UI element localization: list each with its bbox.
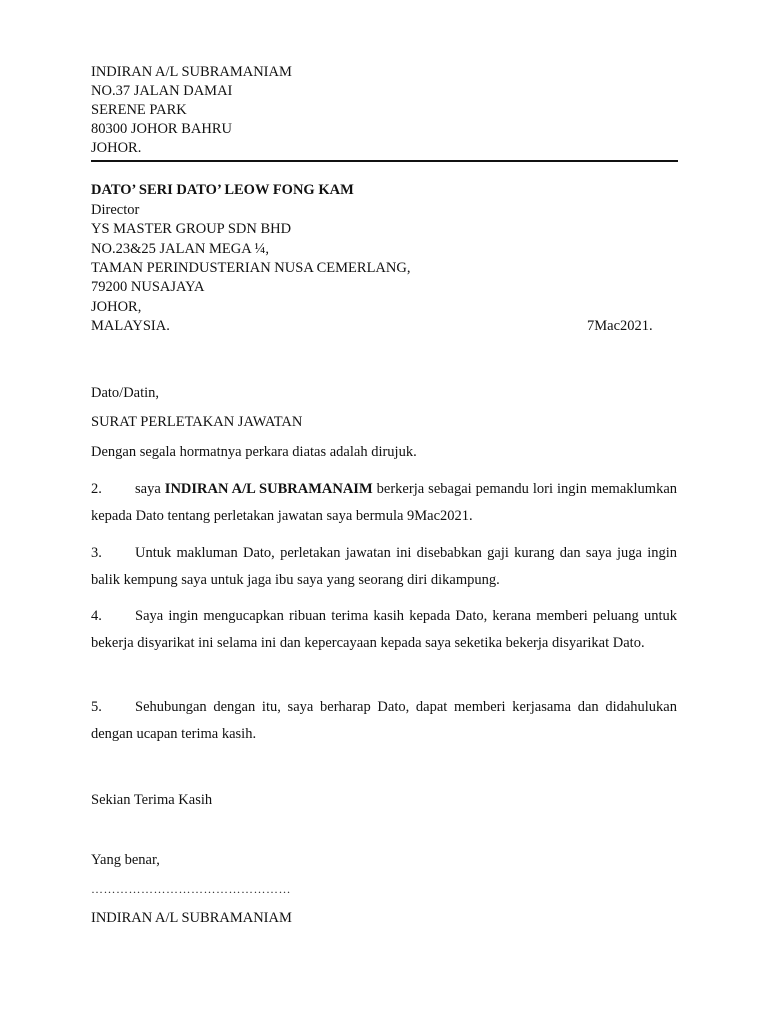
paragraph-text: berkerja sebagai pemandu lori ingin memaklumkan kepada Dato tentang perletakan jawatan saya bermula 9Mac2021. [91, 481, 678, 524]
signature-name: INDIRAN A/L SUBRAMANIAM [91, 910, 292, 926]
letter-date: 7Mac2021. [587, 318, 653, 334]
recipient-company: YS MASTER GROUP SDN BHD [91, 221, 292, 237]
recipient-country: MALAYSIA. [91, 318, 170, 334]
paragraph-text: Untuk makluman Dato, perletakan jawatan ini disebabkan gaji kurang dan saya juga ingin balik kempung saya untuk jaga ibu saya yang seorang diri dikampung. [91, 545, 677, 588]
recipient-title: Director [91, 202, 140, 218]
sender-address-line: SERENE PARK [91, 102, 187, 118]
signature-line: ………………………………………… [91, 882, 291, 896]
recipient-address-line: JOHOR, [91, 299, 142, 315]
recipient-address-line: TAMAN PERINDUSTERIAN NUSA CEMERLANG, [91, 260, 411, 276]
recipient-name: DATO’ SERI DATO’ LEOW FONG KAM [91, 182, 354, 198]
paragraph-text: Saya ingin mengucapkan ribuan terima kasih kepada Dato, kerana memberi peluang untuk bekerja disyarikat ini selama ini dan kepercayaan kepada saya seketika bekerja disyarikat Dato. [91, 608, 677, 651]
subject-line: SURAT PERLETAKAN JAWATAN [91, 414, 303, 430]
paragraph-text: saya [135, 481, 161, 497]
sender-name: INDIRAN A/L SUBRAMANIAM [91, 64, 292, 80]
intro-line: Dengan segala hormatnya perkara diatas adalah dirujuk. [91, 444, 417, 460]
sender-address-line: JOHOR. [91, 140, 142, 156]
paragraph-4 [91, 603, 677, 657]
paragraph-number: 3. [91, 545, 102, 561]
header-divider [91, 160, 678, 162]
paragraph-5 [91, 694, 677, 748]
recipient-address-line: NO.23&25 JALAN MEGA ¼, [91, 241, 270, 257]
paragraph-number: 2. [91, 481, 102, 497]
paragraph-number: 4. [91, 608, 102, 624]
recipient-address-line: 79200 NUSAJAYA [91, 279, 205, 295]
closing-line: Sekian Terima Kasih [91, 792, 213, 808]
paragraph-3 [91, 540, 677, 594]
salutation: Dato/Datin, [91, 385, 160, 401]
sender-address-line: NO.37 JALAN DAMAI [91, 83, 233, 99]
paragraph-number: 5. [91, 699, 102, 715]
sign-off: Yang benar, [91, 852, 160, 868]
paragraph-text: Sehubungan dengan itu, saya berharap Dato, dapat memberi kerjasama dan didahulukan dengan ucapan terima kasih. [91, 699, 677, 742]
paragraph-2 [91, 476, 677, 530]
sender-address-line: 80300 JOHOR BAHRU [91, 121, 232, 137]
employee-name-bold: INDIRAN A/L SUBRAMANAIM [164, 481, 373, 497]
